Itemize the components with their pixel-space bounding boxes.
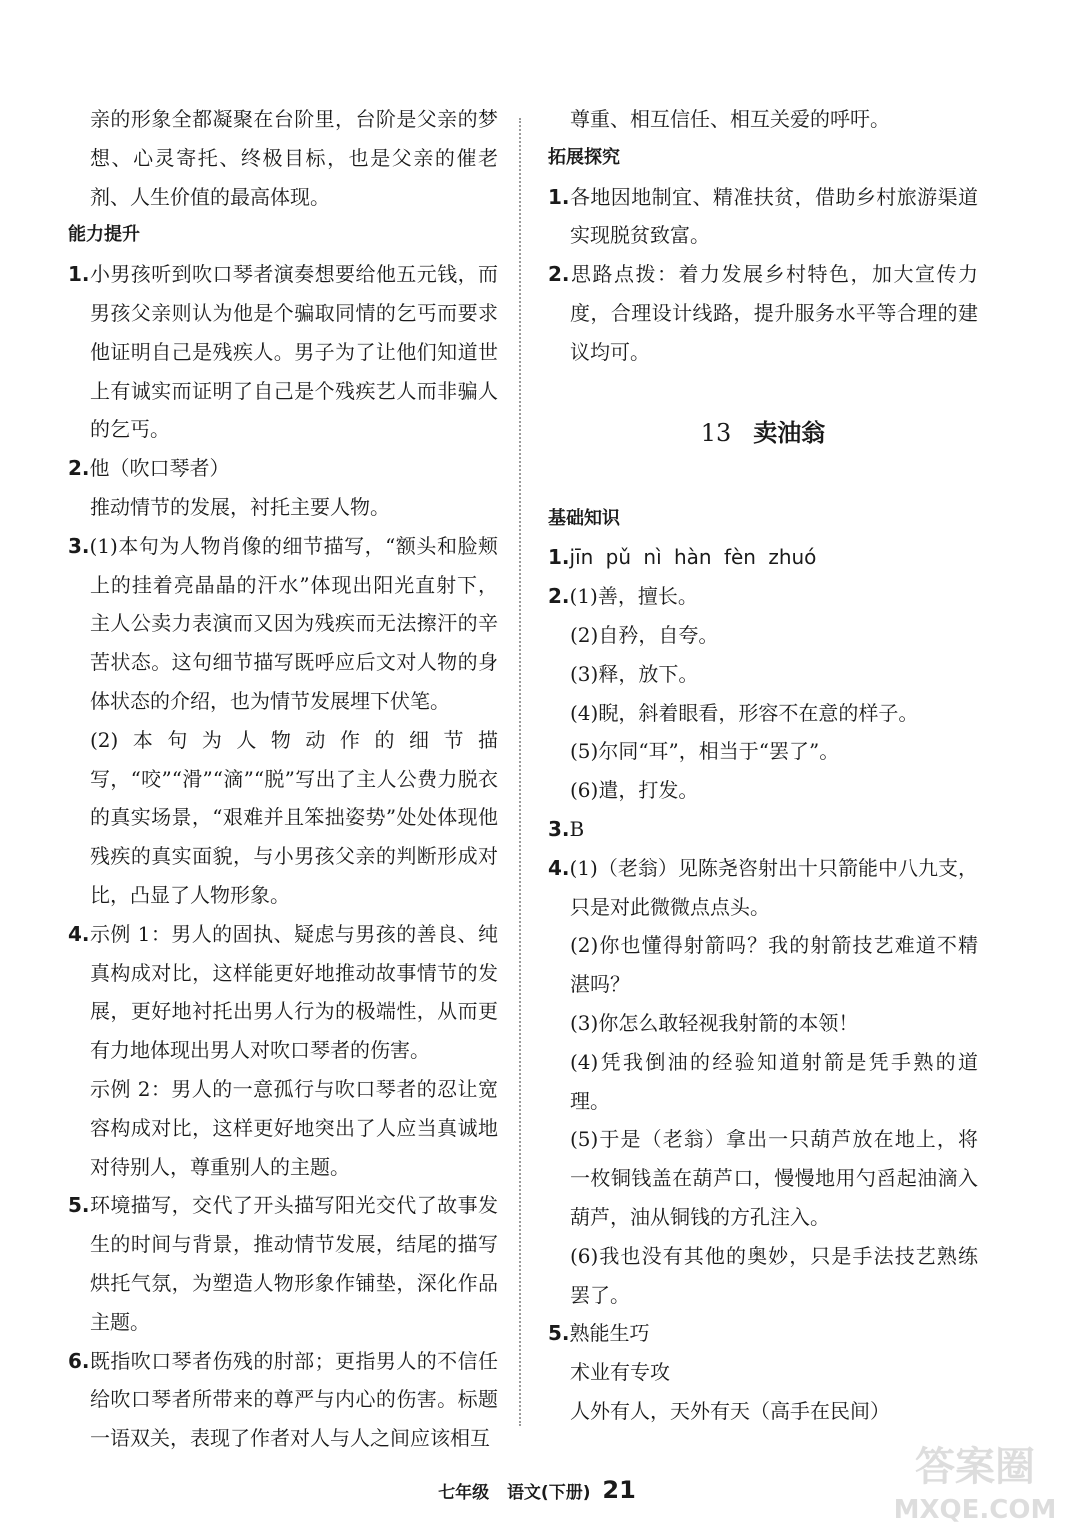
list-item: 5.熟能生巧 (548, 1321, 650, 1346)
watermark-url: MXQE.COM (893, 1495, 1057, 1525)
list-item-sub: 示例 2：男人的一意孤行与吹口琴者的忍让宽容构成对比，这样更好地突出了人应当真诚地对待别人，尊重别人的主题。 (90, 1076, 498, 1179)
list-item: 5.环境描写，交代了开头描写阳光交代了故事发生的时间与背景，推动情节发展，结尾的描写烘托气氛，为塑造人物形象作铺垫，深化作品主题。 (68, 1193, 498, 1334)
list-item: 3.B (548, 816, 585, 841)
lesson-number: 13 (700, 418, 732, 447)
list-item-sub: (4)睨，斜着眼看，形容不在意的样子。 (570, 700, 919, 725)
footer-subject: 语文(下册) (506, 1483, 591, 1503)
list-item-sub: (3)释，放下。 (570, 661, 699, 686)
left-column (68, 100, 498, 1458)
section-heading-ability: 能力提升 (68, 224, 140, 246)
list-item-sub: (2)你也懂得射箭吗？我的射箭技艺难道不精湛吗？ (570, 933, 978, 997)
list-item: 4.(1)（老翁）见陈尧咨射出十只箭能中八九支，只是对此微微点点头。 (548, 855, 978, 919)
list-item: 2.思路点拨：着力发展乡村特色，加大宣传力度，合理设计线路，提升服务水平等合理的建议均可。 (548, 262, 978, 364)
list-item-sub: (4)凭我倒油的经验知道射箭是凭手熟的道理。 (570, 1049, 978, 1113)
list-item-sub: (5)尔同“耳”，相当于“罢了”。 (570, 739, 840, 764)
list-item: 6.既指吹口琴者伤残的肘部；更指男人的不信任给吹口琴者所带来的尊严与内心的伤害。标题一语双关，表现了作者对人与人之间应该相互 (68, 1348, 498, 1451)
column-divider (519, 118, 521, 1426)
list-item: 3.(1)本句为人物肖像的细节描写，“额头和脸颊上的挂着亮晶晶的汗水”体现出阳光直射下，主人公卖力表演而又因为残疾而无法擦汗的辛苦状态。这句细节描写既呼应后文对人物的身体状态的介绍，也为情节发展埋下伏笔。 (68, 533, 498, 713)
section-heading-basics: 基础知识 (548, 507, 620, 529)
list-item-sub: 人外有人，天外有天（高手在民间） (570, 1398, 890, 1423)
list-item: 2.他（吹口琴者） (68, 456, 230, 481)
continuation-paragraph: 尊重、相互信任、相互关爱的呼吁。 (570, 107, 890, 131)
list-item: 1.各地因地制宜、精准扶贫，借助乡村旅游渠道实现脱贫致富。 (548, 184, 978, 248)
watermark-logo (890, 1430, 1060, 1530)
list-item: 1.jīn pǔ nì hàn fèn zhuó (548, 545, 817, 570)
page-number: 21 (602, 1476, 636, 1504)
list-item-sub: (3)你怎么敢轻视我射箭的本领！ (570, 1010, 859, 1035)
list-item: 1.小男孩听到吹口琴者演奏想要给他五元钱，而男孩父亲则认为他是个骗取同情的乞丐而要求他证明自己是残疾人。男子为了让他们知道世上有诚实而证明了自己是个残疾艺人而非骗人的乞丐。 (68, 262, 498, 442)
list-item-sub: (2)本句为人物动作的细节描写，“咬”“滑”“滴”“脱”写出了主人公费力脱衣的真实场景，“艰难并且笨拙姿势”处处体现他残疾的真实面貌，与小男孩父亲的判断形成对比，凸显了人物形象。 (90, 727, 498, 907)
list-item-sub: 术业有专攻 (570, 1360, 670, 1385)
footer-grade: 七年级 (438, 1483, 490, 1503)
lesson-title (548, 414, 978, 452)
intro-paragraph: 亲的形象全都凝聚在台阶里，台阶是父亲的梦想、心灵寄托、终极目标，也是父亲的催老剂、人生价值的最高体现。 (90, 107, 498, 209)
list-item-sub: 推动情节的发展，衬托主要人物。 (90, 494, 390, 519)
section-heading-extension: 拓展探究 (548, 146, 620, 168)
list-item-sub: (5)于是（老翁）拿出一只葫芦放在地上，将一枚铜钱盖在葫芦口，慢慢地用勺舀起油滴入葫芦，油从铜钱的方孔注入。 (570, 1127, 978, 1229)
list-item: 4.示例 1：男人的固执、疑虑与男孩的善良、纯真构成对比，这样能更好地推动故事情节的发展，更好地衬托出男人行为的极端性，从而更有力地体现出男人对吹口琴者的伤害。 (68, 921, 498, 1063)
watermark-text: 答案圈 (915, 1444, 1035, 1490)
list-item-sub: (6)我也没有其他的奥妙，只是手法技艺熟练罢了。 (570, 1243, 978, 1307)
list-item-sub: (2)自矜，自夸。 (570, 622, 719, 647)
lesson-name: 卖油翁 (753, 417, 826, 447)
list-item: 2.(1)善，擅长。 (548, 584, 698, 609)
list-item-sub: (6)遣，打发。 (570, 778, 699, 803)
right-column (548, 100, 978, 1431)
